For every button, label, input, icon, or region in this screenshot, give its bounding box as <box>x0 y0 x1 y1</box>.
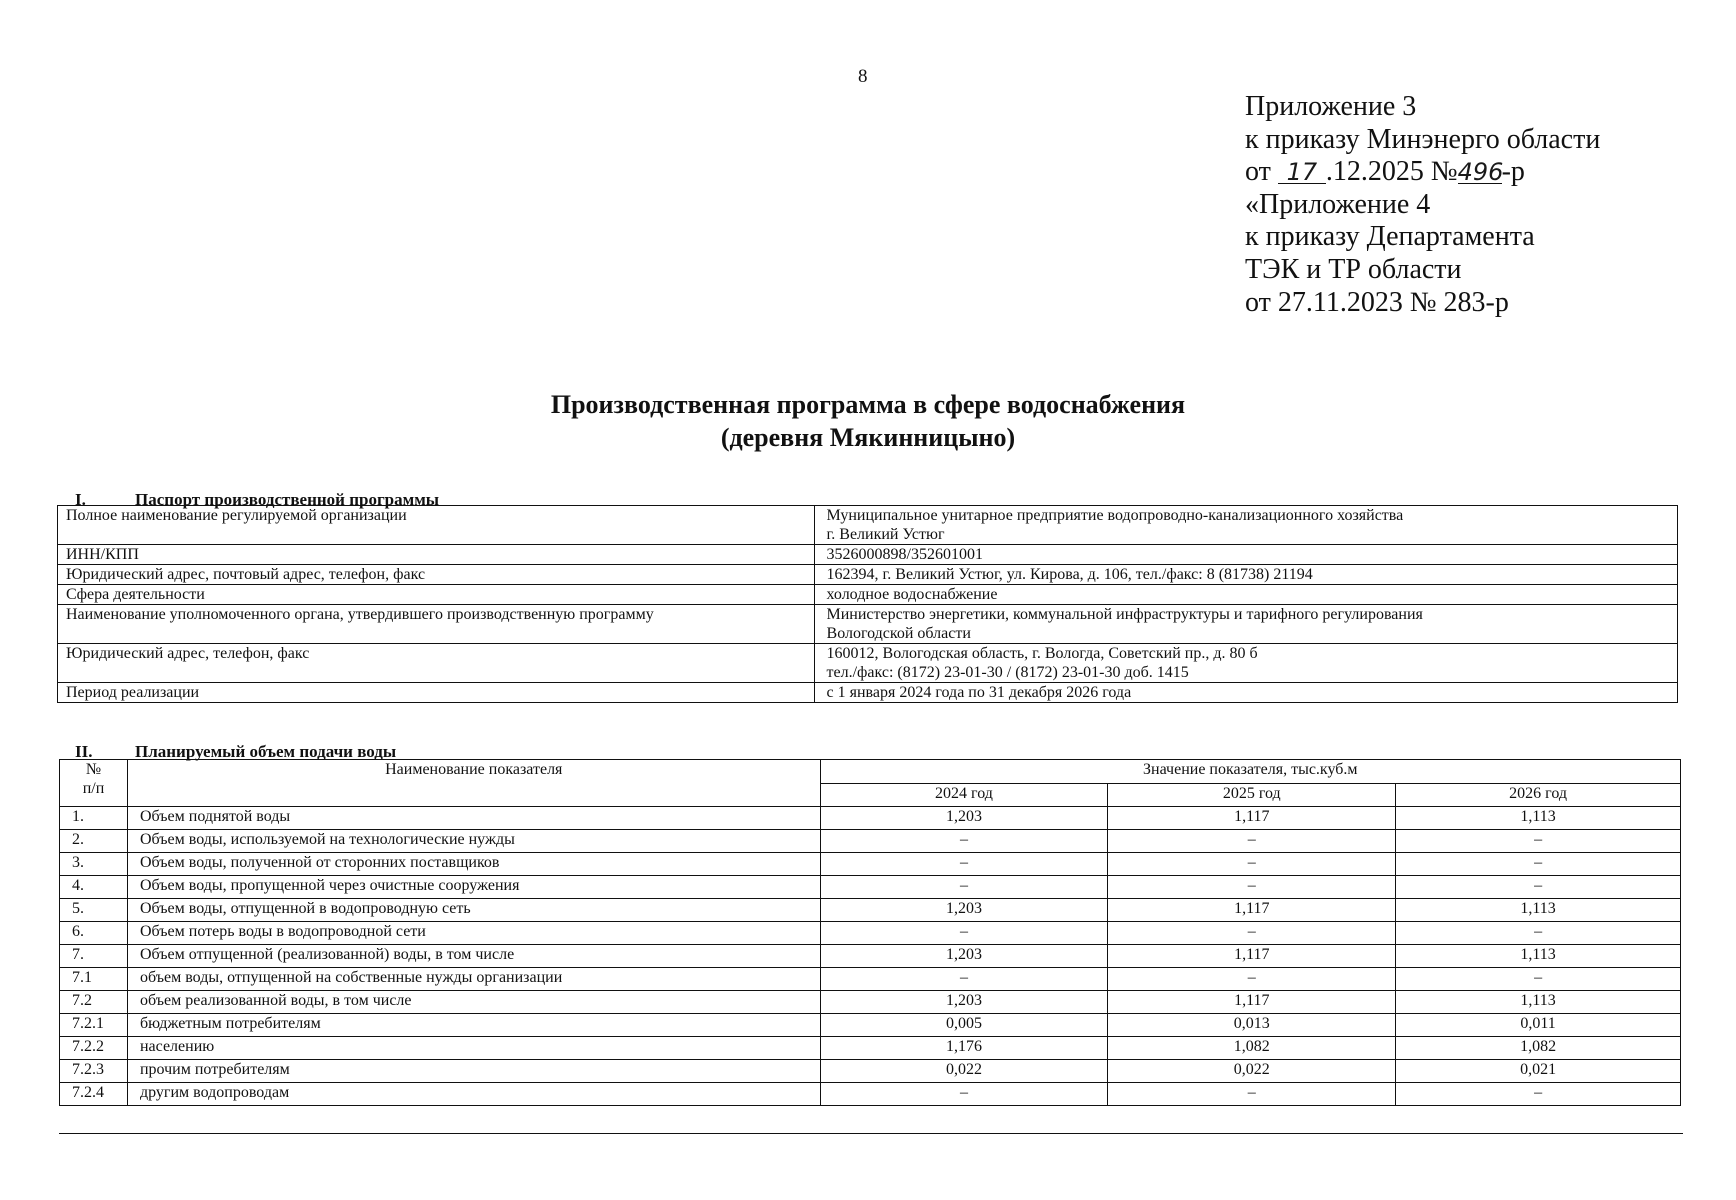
header-year: 2024 год <box>820 783 1108 807</box>
document-title <box>0 388 1736 454</box>
passport-label: Наименование уполномоченного органа, утвердившего производственную программу <box>58 605 815 644</box>
table-row <box>60 1014 1681 1037</box>
passport-value-line: г. Великий Устюг <box>826 526 945 543</box>
indicator-value: 0,011 <box>1396 1014 1681 1037</box>
indicator-value: 1,203 <box>820 899 1108 922</box>
indicator-name: Объем воды, используемой на технологические нужды <box>127 830 820 853</box>
appendix-line: «Приложение 4 <box>1245 188 1431 220</box>
indicator-value: 0,021 <box>1396 1060 1681 1083</box>
header-num-line: № <box>85 761 102 778</box>
passport-value-line: тел./факс: (8172) 23-01-30 / (8172) 23-01-30 доб. 1415 <box>826 664 1189 681</box>
indicator-name: Объем воды, отпущенной в водопроводную сеть <box>127 899 820 922</box>
bottom-rule <box>59 1133 1683 1134</box>
row-number: 7.2.4 <box>60 1083 128 1106</box>
indicator-value: – <box>1396 876 1681 899</box>
indicator-value: 1,203 <box>820 807 1108 830</box>
indicator-name: объем воды, отпущенной на собственные нужды организации <box>127 968 820 991</box>
indicator-value: – <box>820 1083 1108 1106</box>
row-number: 2. <box>60 830 128 853</box>
indicator-value: – <box>1108 1083 1396 1106</box>
indicator-value: 1,082 <box>1396 1037 1681 1060</box>
indicator-name: Объем отпущенной (реализованной) воды, в том числе <box>127 945 820 968</box>
indicator-value: – <box>1108 830 1396 853</box>
indicator-value: 1,117 <box>1108 991 1396 1014</box>
passport-value-line: холодное водоснабжение <box>826 586 998 603</box>
indicator-value: – <box>1108 876 1396 899</box>
indicator-value: – <box>1396 1083 1681 1106</box>
passport-row <box>58 605 1678 644</box>
indicator-value: 0,022 <box>1108 1060 1396 1083</box>
indicator-value: – <box>1396 968 1681 991</box>
passport-row <box>58 644 1678 683</box>
indicator-value: – <box>1396 830 1681 853</box>
header-num <box>60 760 128 807</box>
indicator-value: – <box>820 830 1108 853</box>
row-number: 7.2.2 <box>60 1037 128 1060</box>
passport-label: ИНН/КПП <box>58 545 815 565</box>
passport-row <box>58 565 1678 585</box>
table-row <box>60 807 1681 830</box>
appendix-line: ТЭК и ТР области <box>1245 253 1462 285</box>
table-header-row <box>60 760 1681 784</box>
appendix-line: к приказу Минэнерго области <box>1245 123 1601 155</box>
appendix-line: к приказу Департамента <box>1245 221 1535 253</box>
table-row <box>60 1060 1681 1083</box>
row-number: 7.2.1 <box>60 1014 128 1037</box>
table-row <box>60 1037 1681 1060</box>
table-row <box>60 922 1681 945</box>
indicator-name: Объем воды, пропущенной через очистные сооружения <box>127 876 820 899</box>
indicator-value: 1,203 <box>820 991 1108 1014</box>
appendix-line: Приложение 3 <box>1245 91 1417 122</box>
passport-value <box>814 545 1677 565</box>
indicator-value: – <box>820 922 1108 945</box>
indicator-name: объем реализованной воды, в том числе <box>127 991 820 1014</box>
indicator-value: – <box>1108 968 1396 991</box>
row-number: 5. <box>60 899 128 922</box>
indicator-value: 1,117 <box>1108 807 1396 830</box>
table-row <box>60 968 1681 991</box>
passport-value <box>814 644 1677 683</box>
appendix-order-line <box>1245 156 1600 189</box>
indicator-value: 1,117 <box>1108 945 1396 968</box>
passport-label: Полное наименование регулируемой организации <box>58 506 815 545</box>
indicator-value: – <box>1108 853 1396 876</box>
passport-row <box>58 545 1678 565</box>
header-year: 2025 год <box>1108 783 1396 807</box>
indicator-value: 1,176 <box>820 1037 1108 1060</box>
passport-row <box>58 683 1678 703</box>
indicator-value: 0,005 <box>820 1014 1108 1037</box>
appendix-block <box>1245 91 1600 319</box>
row-number: 3. <box>60 853 128 876</box>
header-value-group: Значение показателя, тыс.куб.м <box>820 760 1680 784</box>
passport-value <box>814 585 1677 605</box>
indicator-value: – <box>1108 922 1396 945</box>
table-row <box>60 991 1681 1014</box>
passport-label: Период реализации <box>58 683 815 703</box>
indicator-value: 1,113 <box>1396 899 1681 922</box>
appendix-date: .12.2025 № <box>1325 156 1458 188</box>
indicator-value: – <box>1396 853 1681 876</box>
passport-value <box>814 605 1677 644</box>
table-row <box>60 830 1681 853</box>
passport-value <box>814 683 1677 703</box>
passport-row <box>58 585 1678 605</box>
table-row <box>60 899 1681 922</box>
appendix-line: от 27.11.2023 № 283-р <box>1245 286 1509 318</box>
appendix-suffix: -р <box>1501 156 1525 188</box>
indicator-name: прочим потребителям <box>127 1060 820 1083</box>
indicator-name: Объем воды, полученной от сторонних поставщиков <box>127 853 820 876</box>
indicator-name: Объем потерь воды в водопроводной сети <box>127 922 820 945</box>
page-number: 8 <box>858 66 868 87</box>
passport-label: Юридический адрес, почтовый адрес, телефон, факс <box>58 565 815 585</box>
indicator-value: 0,013 <box>1108 1014 1396 1037</box>
section-number: II. <box>75 742 93 761</box>
passport-value <box>814 506 1677 545</box>
indicator-value: – <box>1396 922 1681 945</box>
passport-value-line: Вологодской области <box>826 625 971 642</box>
indicator-value: 0,022 <box>820 1060 1108 1083</box>
row-number: 1. <box>60 807 128 830</box>
passport-value-line: с 1 января 2024 года по 31 декабря 2026 года <box>826 684 1132 701</box>
indicator-value: – <box>820 876 1108 899</box>
title-line: (деревня Мякинницыно) <box>720 423 1016 452</box>
indicator-value: 1,203 <box>820 945 1108 968</box>
table-row <box>60 876 1681 899</box>
indicator-value: 1,113 <box>1396 991 1681 1014</box>
passport-value <box>814 565 1677 585</box>
header-indicator-name: Наименование показателя <box>127 760 820 807</box>
indicator-value: 1,117 <box>1108 899 1396 922</box>
section-number: I. <box>75 490 86 509</box>
row-number: 7.2 <box>60 991 128 1014</box>
passport-label: Сфера деятельности <box>58 585 815 605</box>
row-number: 7. <box>60 945 128 968</box>
indicator-value: 1,113 <box>1396 945 1681 968</box>
indicator-name: населению <box>127 1037 820 1060</box>
passport-value-line: 3526000898/352601001 <box>826 546 983 563</box>
header-num-line: п/п <box>82 780 105 797</box>
indicator-value: – <box>820 968 1108 991</box>
indicator-value: 1,113 <box>1396 807 1681 830</box>
handwritten-day: 17 <box>1278 161 1326 184</box>
passport-value-line: Министерство энергетики, коммунальной инфраструктуры и тарифного регулирования <box>826 606 1423 623</box>
appendix-prefix: от <box>1245 156 1271 188</box>
row-number: 7.1 <box>60 968 128 991</box>
indicator-name: другим водопроводам <box>127 1083 820 1106</box>
row-number: 6. <box>60 922 128 945</box>
indicator-name: бюджетным потребителям <box>127 1014 820 1037</box>
indicator-name: Объем поднятой воды <box>127 807 820 830</box>
passport-value-line: 162394, г. Великий Устюг, ул. Кирова, д. 106, тел./факс: 8 (81738) 21194 <box>826 566 1313 583</box>
indicator-value: – <box>820 853 1108 876</box>
passport-value-line: Муниципальное унитарное предприятие водопроводно-канализационного хозяйства <box>826 507 1404 524</box>
table-row <box>60 1083 1681 1106</box>
passport-row <box>58 506 1678 545</box>
title-line: Производственная программа в сфере водоснабжения <box>550 390 1186 419</box>
row-number: 7.2.3 <box>60 1060 128 1083</box>
handwritten-order-number: 496 <box>1457 158 1504 187</box>
row-number: 4. <box>60 876 128 899</box>
indicator-value: 1,082 <box>1108 1037 1396 1060</box>
water-volume-table <box>59 759 1681 1106</box>
passport-value-line: 160012, Вологодская область, г. Вологда, Советский пр., д. 80 б <box>826 645 1258 662</box>
table-row <box>60 945 1681 968</box>
section-title: Планируемый объем подачи воды <box>135 742 397 761</box>
header-year: 2026 год <box>1396 783 1681 807</box>
passport-table <box>57 505 1678 703</box>
table-row <box>60 853 1681 876</box>
section-title: Паспорт производственной программы <box>135 490 440 509</box>
passport-label: Юридический адрес, телефон, факс <box>58 644 815 683</box>
